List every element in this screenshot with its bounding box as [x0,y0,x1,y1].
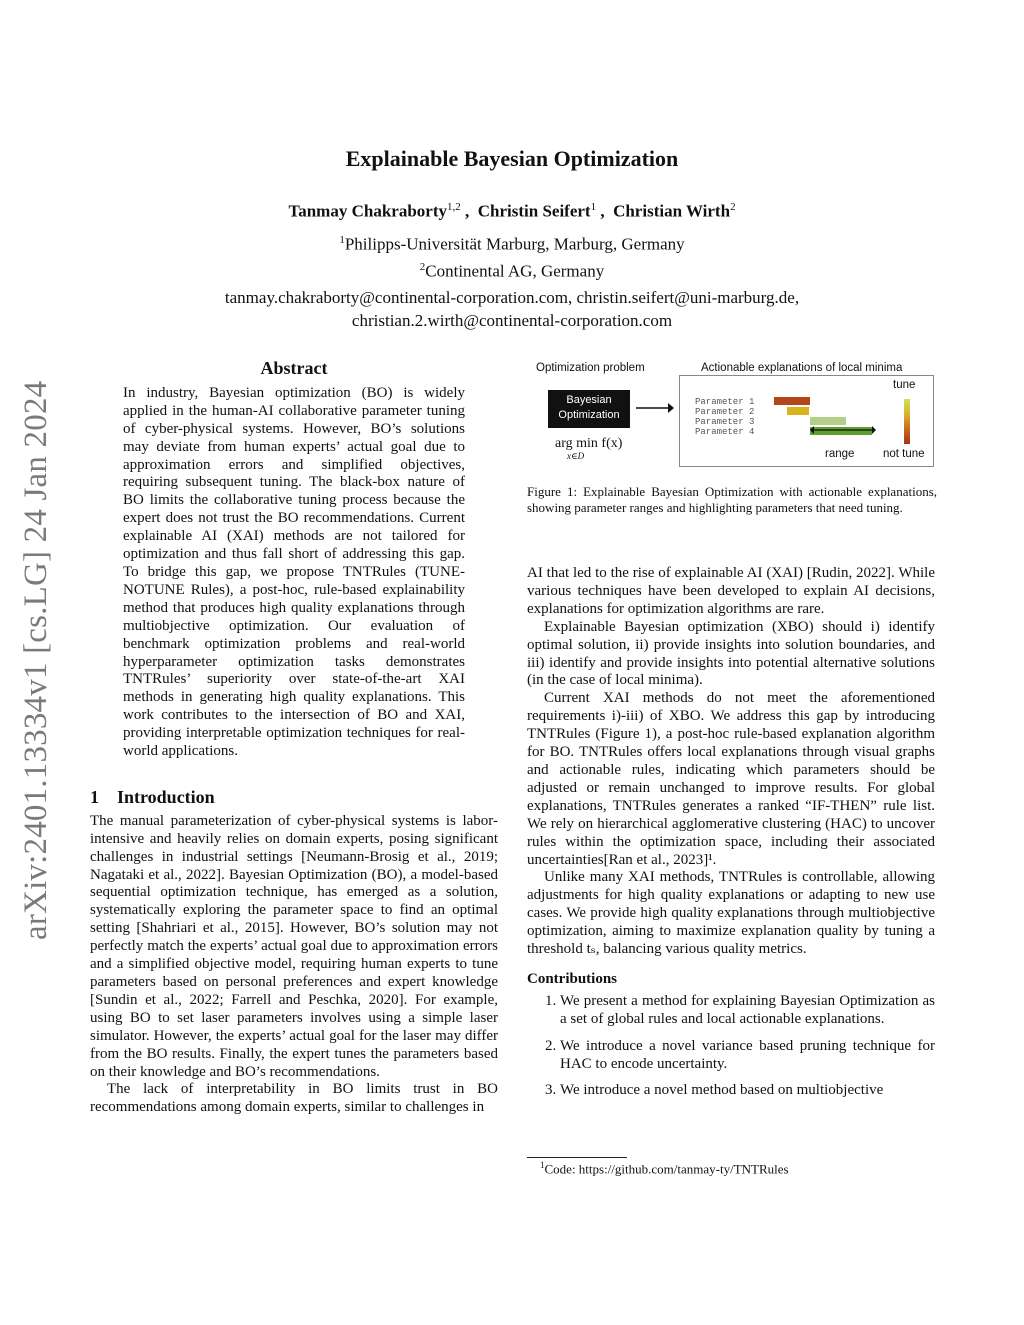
footnote [540,1160,789,1177]
email-line: tanmay.chakraborty@continental-corporation.com, christin.seifert@uni-marburg.de, [224,288,800,308]
affiliation-text: Philipps-Universität Marburg, Marburg, Germany [344,234,685,254]
paper-title: Explainable Bayesian Optimization [345,146,679,171]
affil-marker: 1 [339,234,345,246]
tune-gauge [904,399,910,444]
abstract-heading: Abstract [260,358,328,378]
arxiv-side-stamp: arXiv:2401.13334v1 [cs.LG] 24 Jan 2024 [18,380,54,940]
affiliation-text: Continental AG, Germany [425,261,605,281]
footnote-marker: 1 [540,1160,545,1170]
box-text: Optimization [558,409,620,421]
abstract-body: In industry, Bayesian optimization (BO) is widely applied in the human-AI collaborative parameter tuning of cyber-physical systems. However, BO’s solutions may deviate from human experts’ actual goal due to approximation errors and simplified objectives, requiring subsequent tuning. The black-box nature of BO limits the collaborative tuning process because the expert does not trust the BO recommendations. Current explainable AI (XAI) methods are not tailored for optimization and thus fall short of addressing this gap. To bridge this gap, we propose TNTRules (TUNE-NOTUNE Rules), a post-hoc, rule-based explainability method that produces high quality explanations through multiobjective optimization. Our evaluation of benchmark optimization problems and real-world hyperparameter optimization tasks demonstrates TNTRules’ superiority over state-of-the-art XAI methods in generating high quality explanations. This work contributes to the intersection of BO and XAI, providing interpretable optimization techniques for real-world applications. [123,384,465,760]
list-item: 1. We present a method for explaining Bayesian Optimization as a set of global rules and local actionable explanations. [560,993,935,1029]
not-tune-label: not tune [883,448,925,460]
affiliation-line [0,256,1024,283]
figure-right-label: Actionable explanations of local minima [701,362,903,374]
parameter-label: Parameter 2 [695,407,755,417]
argmin-formula: arg min f(x) [555,436,623,451]
paragraph: The lack of interpretability in BO limits trust in BO recommendations among domain experts, similar to challenges in [90,1081,498,1116]
parameter-label: Parameter 3 [695,417,755,427]
paragraph: The manual parameterization of cyber-physical systems is labor-intensive and heavily relies on domain experts, posing significant challenges in industrial settings [Neumann-Brosig et al., 2019; Nagataki et al., 2022]. Bayesian Optimization (BO), a model-based sequential optimization technique, has emerged as a solution, systematically exploring the parameter space to find an optimal setting [Shahriari et al., 2015]. However, BO’s solution may not perfectly match the experts’ actual goal due to approximation errors and a simplified objective model, requiring human experts to tune parameters based on personal preferences and expert knowledge [Sundin et al., 2022; Farrell and Peschka, 2020]. For example, using BO to set laser parameters involves using a simple laser simulator. However, the experts’ actual goal for the laser may differ from the BO results. Finally, the expert tunes the parameters based on their knowledge and BO’s recommendations. [90,812,498,1080]
author-affil-marker: 1 [590,201,597,213]
parameter-label: Parameter 4 [695,427,755,437]
parameter-range-bar [787,407,809,415]
footnote-rule [527,1157,627,1158]
list-item: 2. We introduce a novel variance based pruning technique for HAC to encode uncertainty. [560,1038,935,1074]
author-affil-marker: 2 [730,201,736,213]
paragraph: Unlike many XAI methods, TNTRules is controllable, allowing adjustments for high quality explanations or adapting to new use cases. We provide high quality explanations through multiobjective optimization, aiming to maximize explanation quality by tuning a threshold tₛ, balancing various quality metrics. [527,869,935,958]
bayesian-optimization-box [548,390,630,428]
section-title: Introduction [117,786,215,807]
footnote-text: Code: https://github.com/tanmay-ty/TNTRules [544,1161,789,1177]
tune-label: tune [893,379,916,391]
paragraph: Explainable Bayesian optimization (XBO) should i) identify optimal solution, ii) provide insights into solution boundaries, and iii) identify and provide insights into potential alternative solutions (in the case of local minima). [527,618,935,689]
section-heading [90,786,498,807]
author-name: Christin Seifert [477,201,591,221]
email-line: christian.2.wirth@continental-corporation.com [351,311,673,331]
right-column [527,565,935,1109]
parameter-label: Parameter 1 [695,397,755,407]
argmin-subscript: x∈D [567,451,585,461]
range-label: range [825,448,855,460]
author-name: Christian Wirth [613,201,731,221]
figure-caption: Figure 1: Explainable Bayesian Optimization with actionable explanations, showing parameter ranges and highlighting parameters that need tuning. [527,484,937,515]
author-name: Tanmay Chakraborty [288,201,447,221]
section-number: 1 [90,786,99,807]
affil-marker: 2 [419,260,426,273]
explanation-panel [679,375,934,467]
figure-left-label: Optimization problem [536,362,645,374]
range-arrow-icon [810,424,876,436]
contributions-heading: Contributions [527,970,618,987]
contributions-list [527,993,935,1101]
author-list: Tanmay Chakraborty$^{1,2}$ , Christin Seifert$^1$ , Christian Wirth$^2$ [288,201,736,221]
right-arrow-icon [634,400,674,416]
figure-1 [527,358,937,478]
list-item: 3. We introduce a novel method based on multiobjective [560,1082,935,1100]
paragraph: AI that led to the rise of explainable AI (XAI) [Rudin, 2022]. While various techniques have been developed to explain AI decisions, explanations for optimization algorithms are rare. [527,565,935,617]
affiliation-block [0,229,1024,332]
box-text: Bayesian [566,394,612,406]
paragraph: Current XAI methods do not meet the aforementioned requirements i)-iii) of XBO. We address this gap by introducing TNTRules (Figure 1), a post-hoc rule-based explanation algorithm for BO. TNTRules offers local explanations through visual graphs and actionable rules, indicating which parameters should be adjusted or remain unchanged to improve results. For global explanations, TNTRules generates a ranked “IF-THEN” rule list. We rely on hierarchical agglomerative clustering (HAC) to uncover rules within the optimization space, including their associated uncertainties[Ran et al., 2023]¹. [527,690,935,868]
left-column [90,360,498,1117]
parameter-range-bar [774,397,810,405]
author-affil-marker: 1,2 [446,201,461,213]
affiliation-line [0,229,1024,256]
